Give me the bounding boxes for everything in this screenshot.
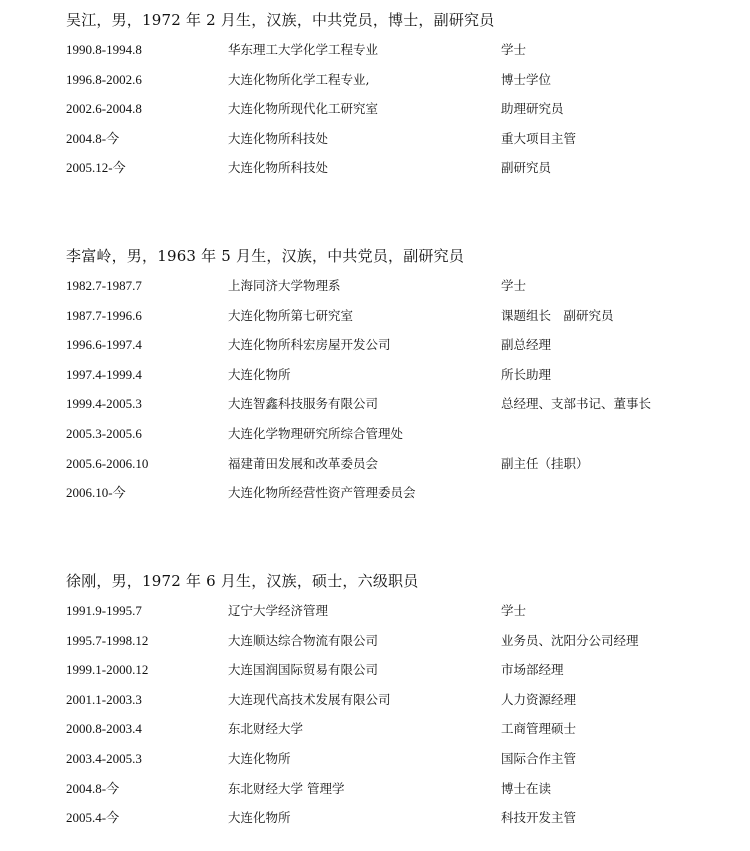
- record-row: [0, 394, 750, 424]
- record-row: [0, 660, 750, 690]
- record-org: 大连化物所: [228, 366, 291, 382]
- record-row: [0, 40, 750, 70]
- record-period: 1996.6-1997.4: [66, 337, 142, 353]
- record-title: 博士在读: [501, 780, 552, 796]
- record-row: [0, 601, 750, 631]
- record-title: 工商管理硕士: [501, 721, 577, 737]
- record-period: 2005.3-2005.6: [66, 425, 142, 441]
- record-period: 1991.9-1995.7: [66, 603, 142, 618]
- record-period: 1999.1-2000.12: [66, 662, 149, 678]
- record-org: 华东理工大学化学工程专业: [228, 42, 379, 57]
- record-period: 2005.4-今: [66, 810, 120, 826]
- record-org: 辽宁大学经济管理: [228, 603, 329, 618]
- record-title: 国际合作主管: [501, 750, 577, 766]
- record-org: 大连化物所经营性资产管理委员会: [228, 485, 416, 501]
- record-period: 2000.8-2003.4: [66, 721, 142, 737]
- person-heading: 李富岭，男，1963 年 5 月生，汉族，中共党员，副研究员: [66, 247, 465, 265]
- record-title: 副总经理: [501, 337, 552, 353]
- record-org: 大连化物所第七研究室: [228, 307, 354, 323]
- record-period: 1990.8-1994.8: [66, 42, 142, 57]
- record-row: [0, 483, 750, 513]
- record-org: 大连化物所现代化工研究室: [228, 101, 379, 117]
- record-title: 学士: [501, 278, 527, 293]
- record-period: 1982.7-1987.7: [66, 278, 142, 293]
- record-title: 科技开发主管: [501, 810, 577, 826]
- record-org: 大连化物所: [228, 750, 291, 766]
- record-title: 学士: [501, 42, 527, 57]
- record-title: 人力资源经理: [501, 691, 577, 707]
- record-org: 大连化物所科技处: [228, 160, 329, 176]
- record-org: 东北财经大学: [228, 721, 304, 737]
- record-list: [0, 40, 750, 188]
- record-row: [0, 70, 750, 100]
- record-row: [0, 158, 750, 188]
- record-period: 2001.1-2003.3: [66, 691, 142, 707]
- record-org: 大连化物所科宏房屋开发公司: [228, 337, 391, 353]
- record-org: 大连顺达综合物流有限公司: [228, 632, 379, 648]
- record-title: 学士: [501, 603, 527, 618]
- record-org: 大连化物所化学工程专业,: [228, 71, 370, 87]
- record-period: 2002.6-2004.8: [66, 101, 142, 117]
- record-row: [0, 631, 750, 661]
- record-org: 大连化物所: [228, 810, 291, 826]
- record-org: 上海同济大学物理系: [228, 278, 341, 293]
- record-period: 1996.8-2002.6: [66, 71, 142, 87]
- record-row: [0, 690, 750, 720]
- record-row: [0, 749, 750, 779]
- record-org: 大连国润国际贸易有限公司: [228, 662, 379, 678]
- record-org: 大连现代高技术发展有限公司: [228, 691, 391, 707]
- record-row: [0, 99, 750, 129]
- record-period: 1995.7-1998.12: [66, 632, 149, 648]
- record-period: 1999.4-2005.3: [66, 396, 142, 412]
- record-period: 2005.12-今: [66, 160, 126, 176]
- record-org: 大连化学物理研究所综合管理处: [228, 425, 404, 441]
- record-row: [0, 306, 750, 336]
- record-row: [0, 335, 750, 365]
- record-row: [0, 719, 750, 749]
- record-title: 助理研究员: [501, 101, 564, 117]
- record-org: 大连化物所科技处: [228, 130, 329, 146]
- record-row: [0, 129, 750, 159]
- record-period: 2003.4-2005.3: [66, 750, 142, 766]
- record-row: [0, 808, 750, 838]
- record-row: [0, 276, 750, 306]
- record-title: 市场部经理: [501, 662, 564, 678]
- record-list: [0, 276, 750, 513]
- record-row: [0, 424, 750, 454]
- record-period: 2004.8-今: [66, 130, 120, 146]
- record-title: 博士学位: [501, 71, 552, 87]
- record-row: [0, 365, 750, 395]
- record-org: 东北财经大学 管理学: [228, 780, 345, 796]
- record-period: 2006.10-今: [66, 485, 126, 501]
- record-title: 副主任（挂职）: [501, 455, 589, 471]
- record-org: 福建莆田发展和改革委员会: [228, 455, 379, 471]
- record-period: 2004.8-今: [66, 780, 120, 796]
- record-list: [0, 601, 750, 838]
- record-org: 大连智鑫科技服务有限公司: [228, 396, 379, 412]
- record-period: 1987.7-1996.6: [66, 307, 142, 323]
- record-period: 1997.4-1999.4: [66, 366, 142, 382]
- record-title: 副研究员: [501, 160, 552, 176]
- record-title: 业务员、沈阳分公司经理: [501, 632, 639, 648]
- record-title: 重大项目主管: [501, 130, 577, 146]
- record-row: [0, 454, 750, 484]
- record-period: 2005.6-2006.10: [66, 455, 149, 471]
- record-title: 所长助理: [501, 366, 552, 382]
- record-title: 总经理、支部书记、董事长: [501, 396, 652, 412]
- record-row: [0, 779, 750, 809]
- person-heading: 徐刚，男，1972 年 6 月生，汉族，硕士，六级职员: [66, 572, 419, 590]
- person-heading: 吴江，男，1972 年 2 月生，汉族，中共党员，博士，副研究员: [66, 11, 495, 29]
- record-title: 课题组长 副研究员: [501, 307, 614, 323]
